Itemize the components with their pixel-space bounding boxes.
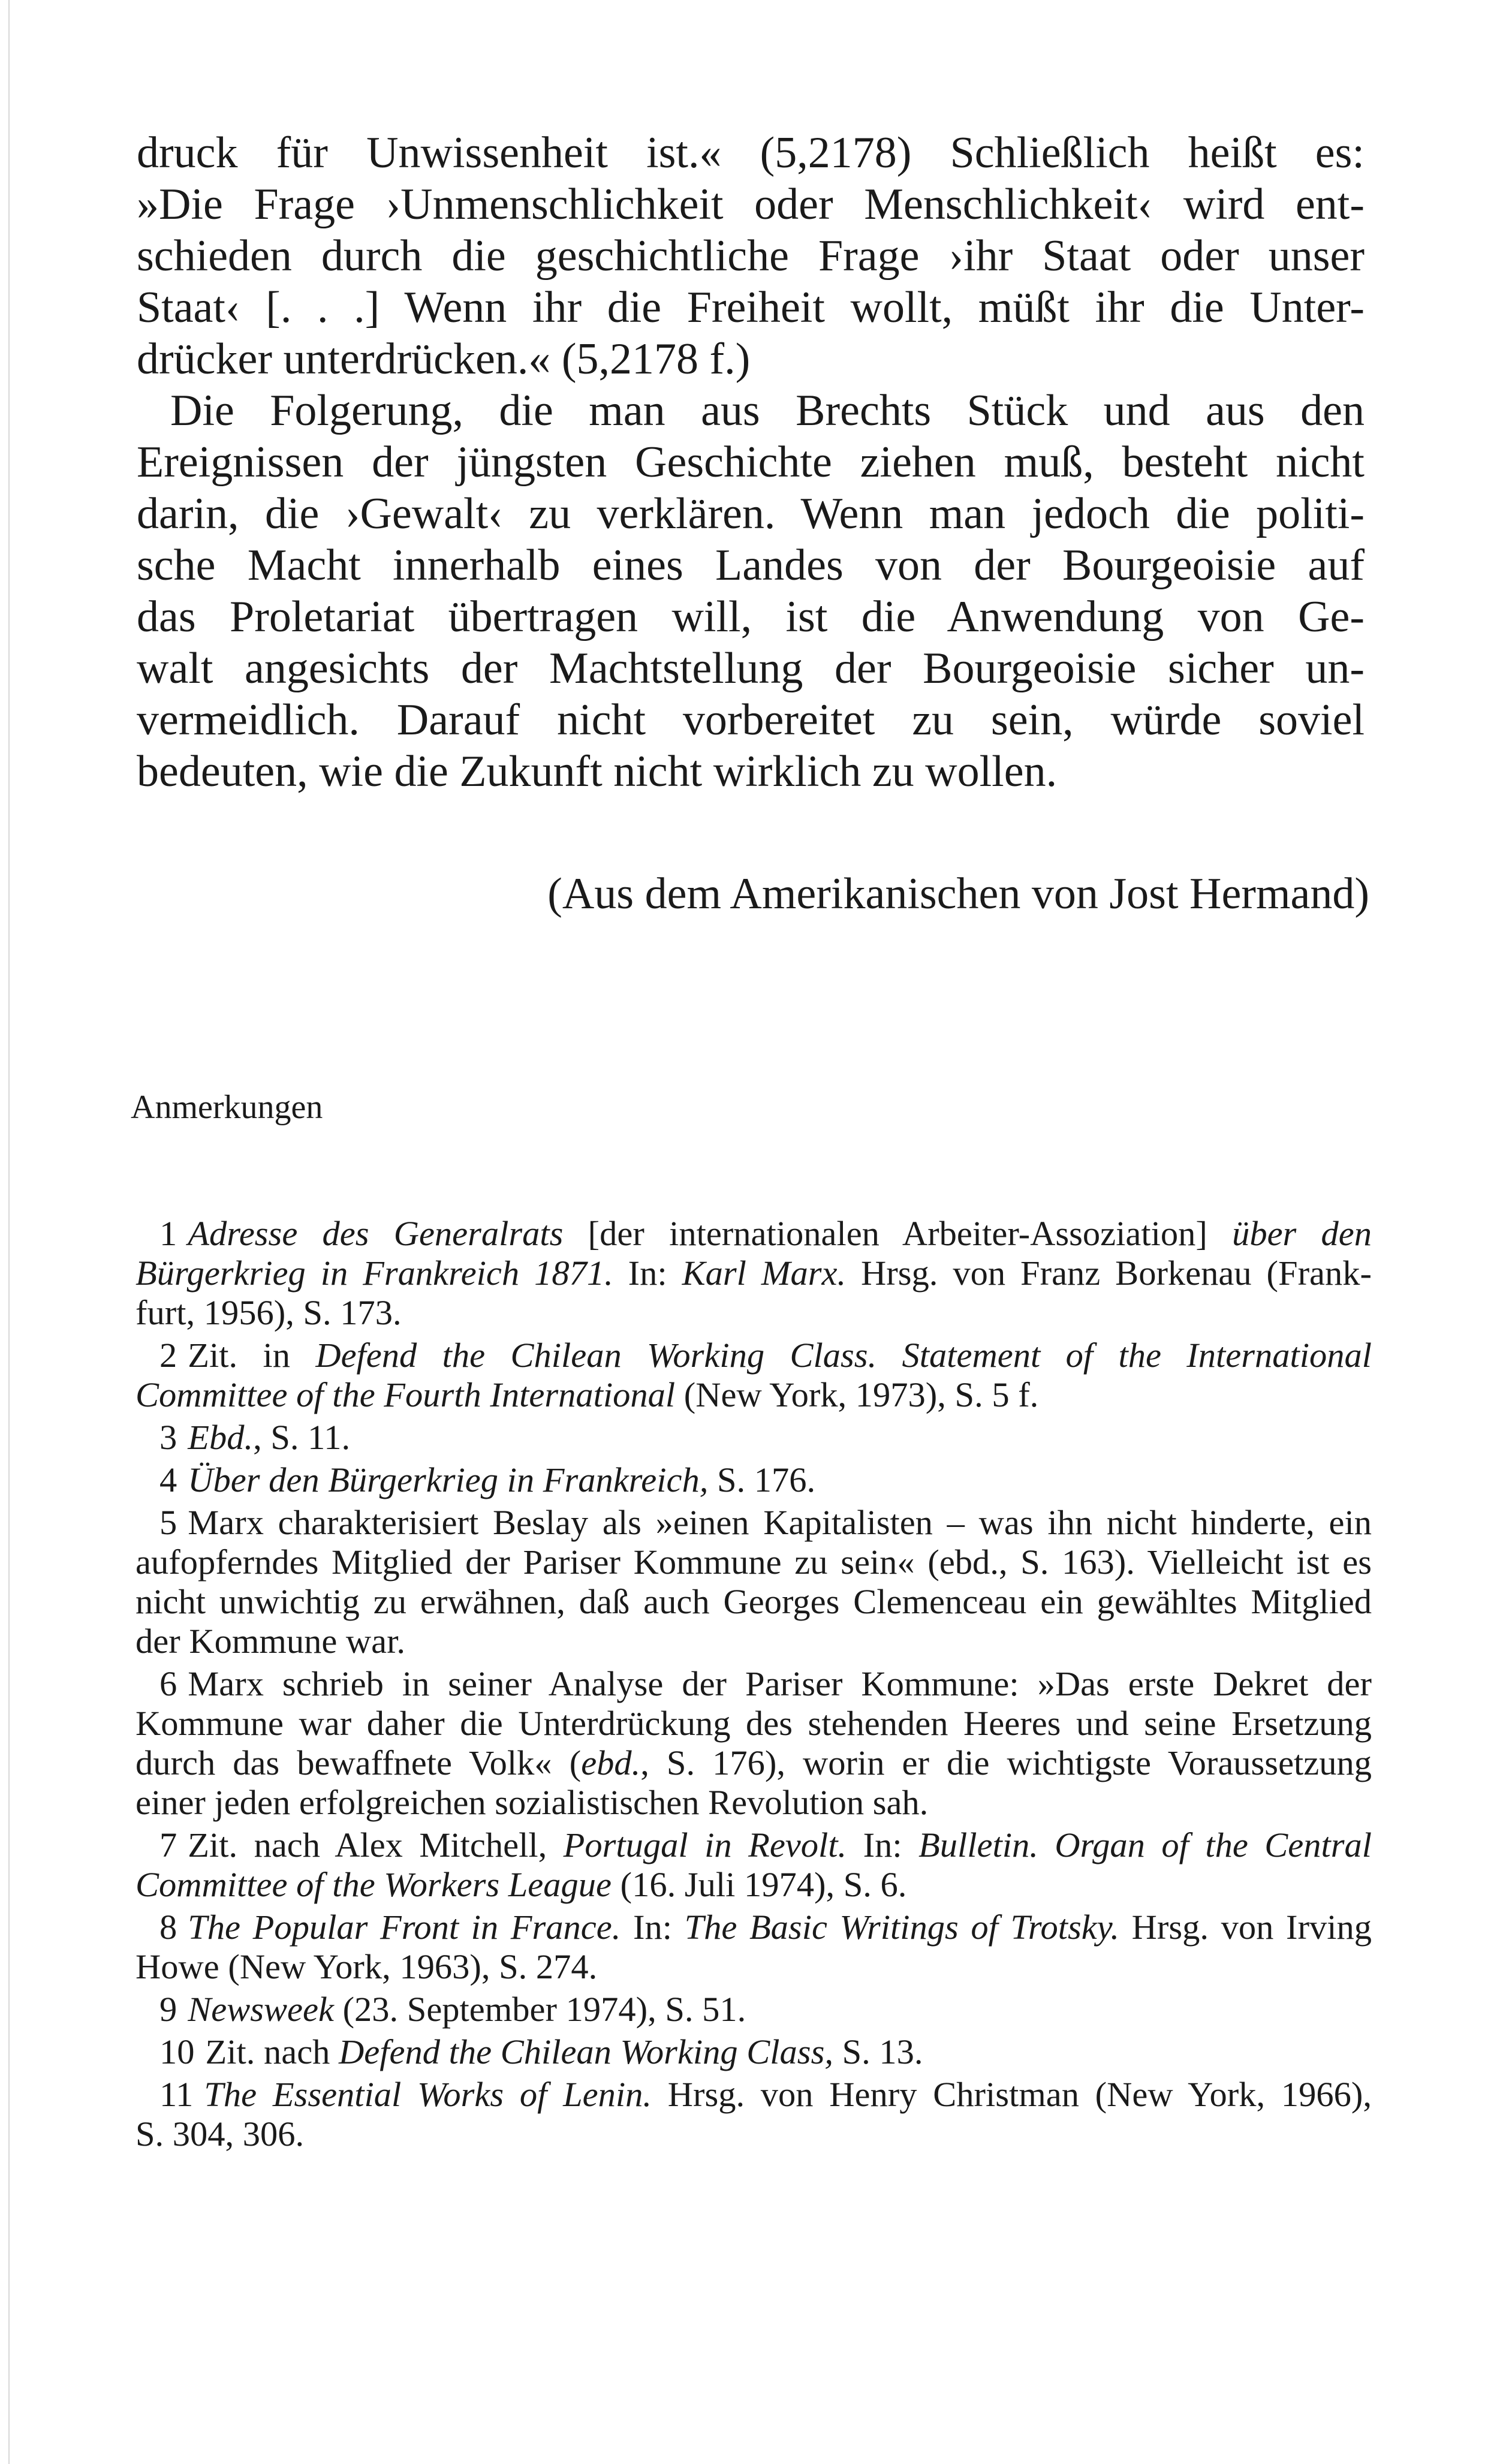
footnote-line: aufopferndes Mitglied der Pariser Kommune zu sein« (ebd., S. 163). Vielleicht ist es — [135, 1543, 1372, 1582]
footnote-line — [135, 1418, 1372, 1457]
page-edge-line — [8, 0, 10, 2464]
footnote-text: In: — [621, 1908, 685, 1947]
translator-note: (Aus dem Amerikanischen von Jost Hermand) — [547, 869, 1369, 918]
footnote-title: ebd. — [581, 1743, 641, 1782]
body-line: »Die Frage ›Unmenschlichkeit oder Menschlichkeit‹ wird ent- — [137, 180, 1365, 229]
footnote-line: Howe (New York, 1963), S. 274. — [135, 1947, 598, 1986]
footnote-title: Karl Marx. — [682, 1254, 847, 1293]
footnote-line — [135, 1460, 1372, 1500]
footnote-number: 2 — [159, 1336, 177, 1375]
footnote-line: einer jeden erfolgreichen sozialistischen Revolution sah. — [135, 1783, 929, 1822]
footnote-text: Marx charakterisiert Beslay als »einen Kapitalisten – was ihn nicht hinderte, ein — [188, 1503, 1372, 1542]
footnote-title: The Basic Writings of Trotsky. — [684, 1908, 1120, 1947]
footnote-number: 11 — [159, 2075, 194, 2114]
footnote-line — [135, 1375, 1372, 1415]
footnote-title: Bürgerkrieg in Frankreich 1871. — [135, 1254, 613, 1293]
footnote-line — [135, 1254, 1372, 1293]
footnote-text: Marx schrieb in seiner Analyse der Pariser Kommune: »Das erste Dekret der — [188, 1664, 1372, 1703]
footnote-number: 6 — [159, 1664, 177, 1703]
footnote-text: Hrsg. von Irving — [1119, 1908, 1372, 1947]
footnote-line — [135, 2075, 1372, 2114]
footnote-title: The Essential Works of Lenin. — [204, 2075, 652, 2114]
body-line: walt angesichts der Machtstellung der Bourgeoisie sicher un- — [137, 644, 1365, 693]
footnote-text: Zit. in — [188, 1336, 316, 1375]
footnote-number: 9 — [159, 1990, 177, 2029]
footnote-text: In: — [613, 1254, 682, 1293]
footnote-line — [135, 1214, 1372, 1254]
footnote-number: 1 — [159, 1214, 177, 1253]
body-line: schieden durch die geschichtliche Frage ›ihr Staat oder unser — [137, 231, 1365, 281]
footnote-line: der Kommune war. — [135, 1622, 406, 1661]
footnote-title: Ebd. — [188, 1418, 254, 1457]
footnote-text: Zit. nach — [205, 2032, 339, 2071]
footnote-line: S. 304, 306. — [135, 2114, 305, 2153]
footnote-text: In: — [847, 1826, 919, 1864]
footnote-text: (23. September 1974), S. 51. — [333, 1990, 746, 2029]
body-line: Staat‹ [. . .] Wenn ihr die Freiheit wollt, müßt ihr die Unter- — [137, 283, 1365, 332]
footnote-line — [135, 1743, 1372, 1783]
footnotes-list — [135, 1214, 1372, 2154]
body-line: vermeidlich. Darauf nicht vorbereitet zu sein, würde soviel — [137, 695, 1365, 745]
footnote-number: 10 — [159, 2032, 195, 2071]
footnote-text: S. 176. — [708, 1460, 816, 1499]
footnote-line — [135, 1664, 1372, 1704]
footnote-text: (16. Juli 1974), S. 6. — [611, 1865, 907, 1904]
footnote-line — [135, 1336, 1372, 1375]
footnote-text: Hrsg. von Henry Christman (New York, 1966), — [651, 2075, 1372, 2114]
footnote-title: über den — [1232, 1214, 1372, 1253]
footnote-title: Defend the Chilean Working Class, — [339, 2032, 833, 2071]
body-line: drücker unterdrücken.« (5,2178 f.) — [137, 335, 751, 384]
footnote-line — [135, 1990, 1372, 2029]
footnote-number: 7 — [159, 1826, 177, 1864]
footnote-text: [der internationalen Arbeiter-Assoziation] — [563, 1214, 1233, 1253]
main-text-block — [137, 127, 1365, 797]
footnote-title: Adresse des Generalrats — [188, 1214, 564, 1253]
footnote-title: Committee of the Fourth International — [135, 1375, 676, 1414]
footnote-number: 4 — [159, 1460, 177, 1499]
body-line: druck für Unwissenheit ist.« (5,2178) Schließlich heißt es: — [137, 128, 1365, 177]
body-line: das Proletariat übertragen will, ist die Anwendung von Ge- — [137, 592, 1365, 641]
footnote-number: 3 — [159, 1418, 177, 1457]
body-line: darin, die ›Gewalt‹ zu verklären. Wenn man jedoch die politi- — [137, 489, 1365, 538]
footnote-number: 5 — [159, 1503, 177, 1542]
body-line: Ereignissen der jüngsten Geschichte ziehen muß, besteht nicht — [137, 438, 1365, 487]
footnote-title: The Popular Front in France. — [188, 1908, 621, 1947]
footnote-line — [135, 2032, 1372, 2072]
footnote-line — [135, 1503, 1372, 1543]
footnote-title: Defend the Chilean Working Class. Statement of the International — [315, 1336, 1372, 1375]
footnote-text: (New York, 1973), S. 5 f. — [675, 1375, 1039, 1414]
footnote-title: Newsweek — [188, 1990, 334, 2029]
footnote-line: Kommune war daher die Unterdrückung des stehenden Heeres und seine Ersetzung — [135, 1704, 1372, 1743]
footnote-line: nicht unwichtig zu erwähnen, daß auch Georges Clemenceau ein gewähltes Mitglied — [135, 1582, 1372, 1621]
notes-heading: Anmerkungen — [131, 1089, 323, 1126]
footnote-line — [135, 1865, 1372, 1905]
footnote-title: Über den Bürgerkrieg in Frankreich, — [188, 1460, 709, 1499]
footnote-text: durch das bewaffnete Volk« ( — [135, 1743, 582, 1782]
body-line: bedeuten, wie die Zukunft nicht wirklich zu wollen. — [137, 747, 1058, 796]
footnote-text: Zit. nach Alex Mitchell, — [188, 1826, 564, 1864]
footnote-text: Hrsg. von Franz Borkenau (Frank- — [846, 1254, 1372, 1293]
footnote-title: Committee of the Workers League — [135, 1865, 612, 1904]
footnote-line — [135, 1908, 1372, 1947]
footnote-text: , S. 176), worin er die wichtigste Voraussetzung — [640, 1743, 1372, 1782]
footnote-title: Portugal in Revolt. — [563, 1826, 847, 1864]
footnote-title: Bulletin. Organ of the Central — [918, 1826, 1372, 1864]
footnote-number: 8 — [159, 1908, 177, 1947]
body-line: sche Macht innerhalb eines Landes von der Bourgeoisie auf — [137, 541, 1365, 590]
body-line: Die Folgerung, die man aus Brechts Stück und aus den — [170, 386, 1365, 435]
footnote-line: furt, 1956), S. 173. — [135, 1293, 402, 1332]
footnote-text: S. 13. — [833, 2032, 923, 2071]
footnote-line — [135, 1826, 1372, 1865]
footnote-text: , S. 11. — [253, 1418, 351, 1457]
